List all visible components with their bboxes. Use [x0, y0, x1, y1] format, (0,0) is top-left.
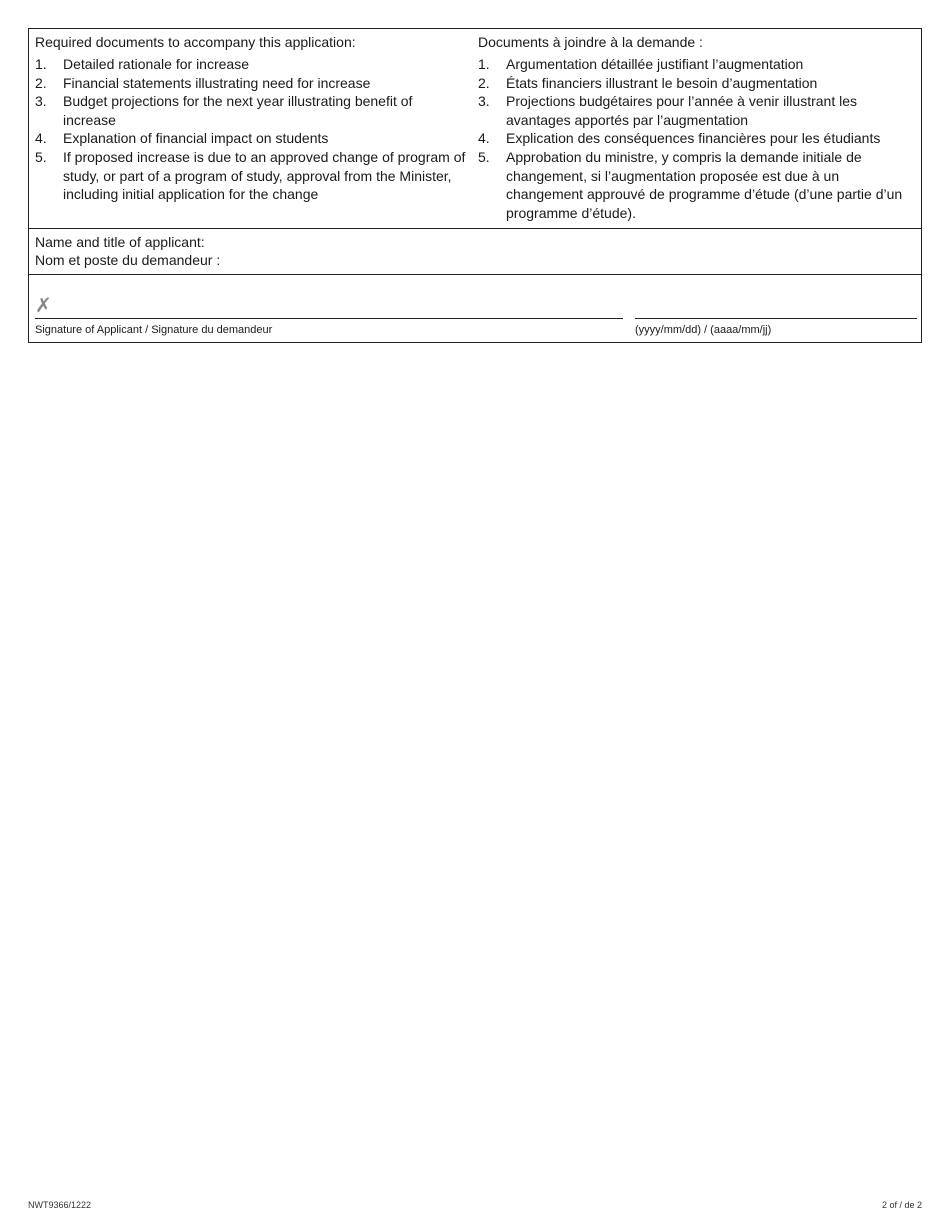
- documents-title-fr: Documents à joindre à la demande :: [478, 34, 703, 50]
- list-item-number: 1.: [35, 56, 47, 72]
- list-item-number: 5.: [35, 148, 47, 165]
- list-item: [35, 129, 468, 148]
- documents-list-fr: [478, 55, 915, 222]
- list-item-text: États financiers illustrant le besoin d’augmentation: [506, 74, 818, 91]
- list-item: [478, 74, 915, 93]
- form-code: NWT9366/1222: [28, 1200, 92, 1210]
- signature-label: Signature of Applicant / Signature du demandeur: [35, 324, 273, 337]
- list-item: [478, 55, 915, 74]
- list-item: [35, 55, 468, 74]
- signature-field[interactable]: [35, 318, 623, 319]
- list-item-number: 3.: [35, 93, 47, 110]
- list-item-number: 4.: [35, 130, 47, 147]
- list-item: [35, 74, 468, 93]
- list-item-number: 5.: [478, 148, 490, 165]
- list-item-text: Argumentation détaillée justifiant l’augmentation: [506, 56, 804, 72]
- list-item: [478, 92, 915, 129]
- list-item: [478, 148, 915, 222]
- applicant-name-field[interactable]: [29, 229, 921, 275]
- list-item-text: Explanation of financial impact on students: [63, 130, 329, 147]
- list-item-number: 4.: [478, 130, 490, 147]
- list-item-text: Detailed rationale for increase: [63, 56, 249, 72]
- documents-french-column: [478, 33, 915, 222]
- list-item: [478, 129, 915, 148]
- list-item-text: Explication des conséquences financières pour les étudiants: [506, 130, 881, 147]
- applicant-name-label-fr: Nom et poste du demandeur :: [35, 252, 221, 269]
- list-item-text: Budget projections for the next year illustrating benefit of increase: [63, 93, 413, 128]
- signature-x-icon: ✗: [35, 293, 52, 318]
- applicant-name-label-en: Name and title of applicant:: [35, 234, 205, 251]
- list-item-text: Approbation du ministre, y compris la demande initiale de changement, si l’augmentation proposée est due à un changement approuvé de programme d’étude (d’une partie d’un programme d’étude).: [506, 148, 903, 221]
- documents-english-column: [35, 33, 478, 222]
- list-item-number: 2.: [478, 74, 490, 91]
- list-item-text: If proposed increase is due to an approved change of program of study, or part of a program of study, approval from the Minister, including initial application for the change: [63, 148, 466, 203]
- page-number: 2 of / de 2: [881, 1200, 922, 1210]
- list-item-text: Projections budgétaires pour l’année à venir illustrant les avantages apportés par l’augmentation: [506, 93, 857, 128]
- list-item-number: 1.: [478, 56, 490, 72]
- list-item-number: 3.: [478, 93, 490, 110]
- signature-section: [29, 275, 921, 342]
- list-item-number: 2.: [35, 74, 47, 91]
- list-item: [35, 148, 468, 204]
- form-box: [28, 28, 922, 343]
- date-label: (yyyy/mm/dd) / (aaaa/mm/jj): [635, 324, 772, 337]
- documents-title-en: Required documents to accompany this application:: [35, 34, 356, 50]
- list-item: [35, 92, 468, 129]
- date-field[interactable]: [635, 318, 917, 319]
- documents-list-en: [35, 55, 468, 204]
- list-item-text: Financial statements illustrating need for increase: [63, 74, 371, 91]
- required-documents-section: [29, 29, 921, 229]
